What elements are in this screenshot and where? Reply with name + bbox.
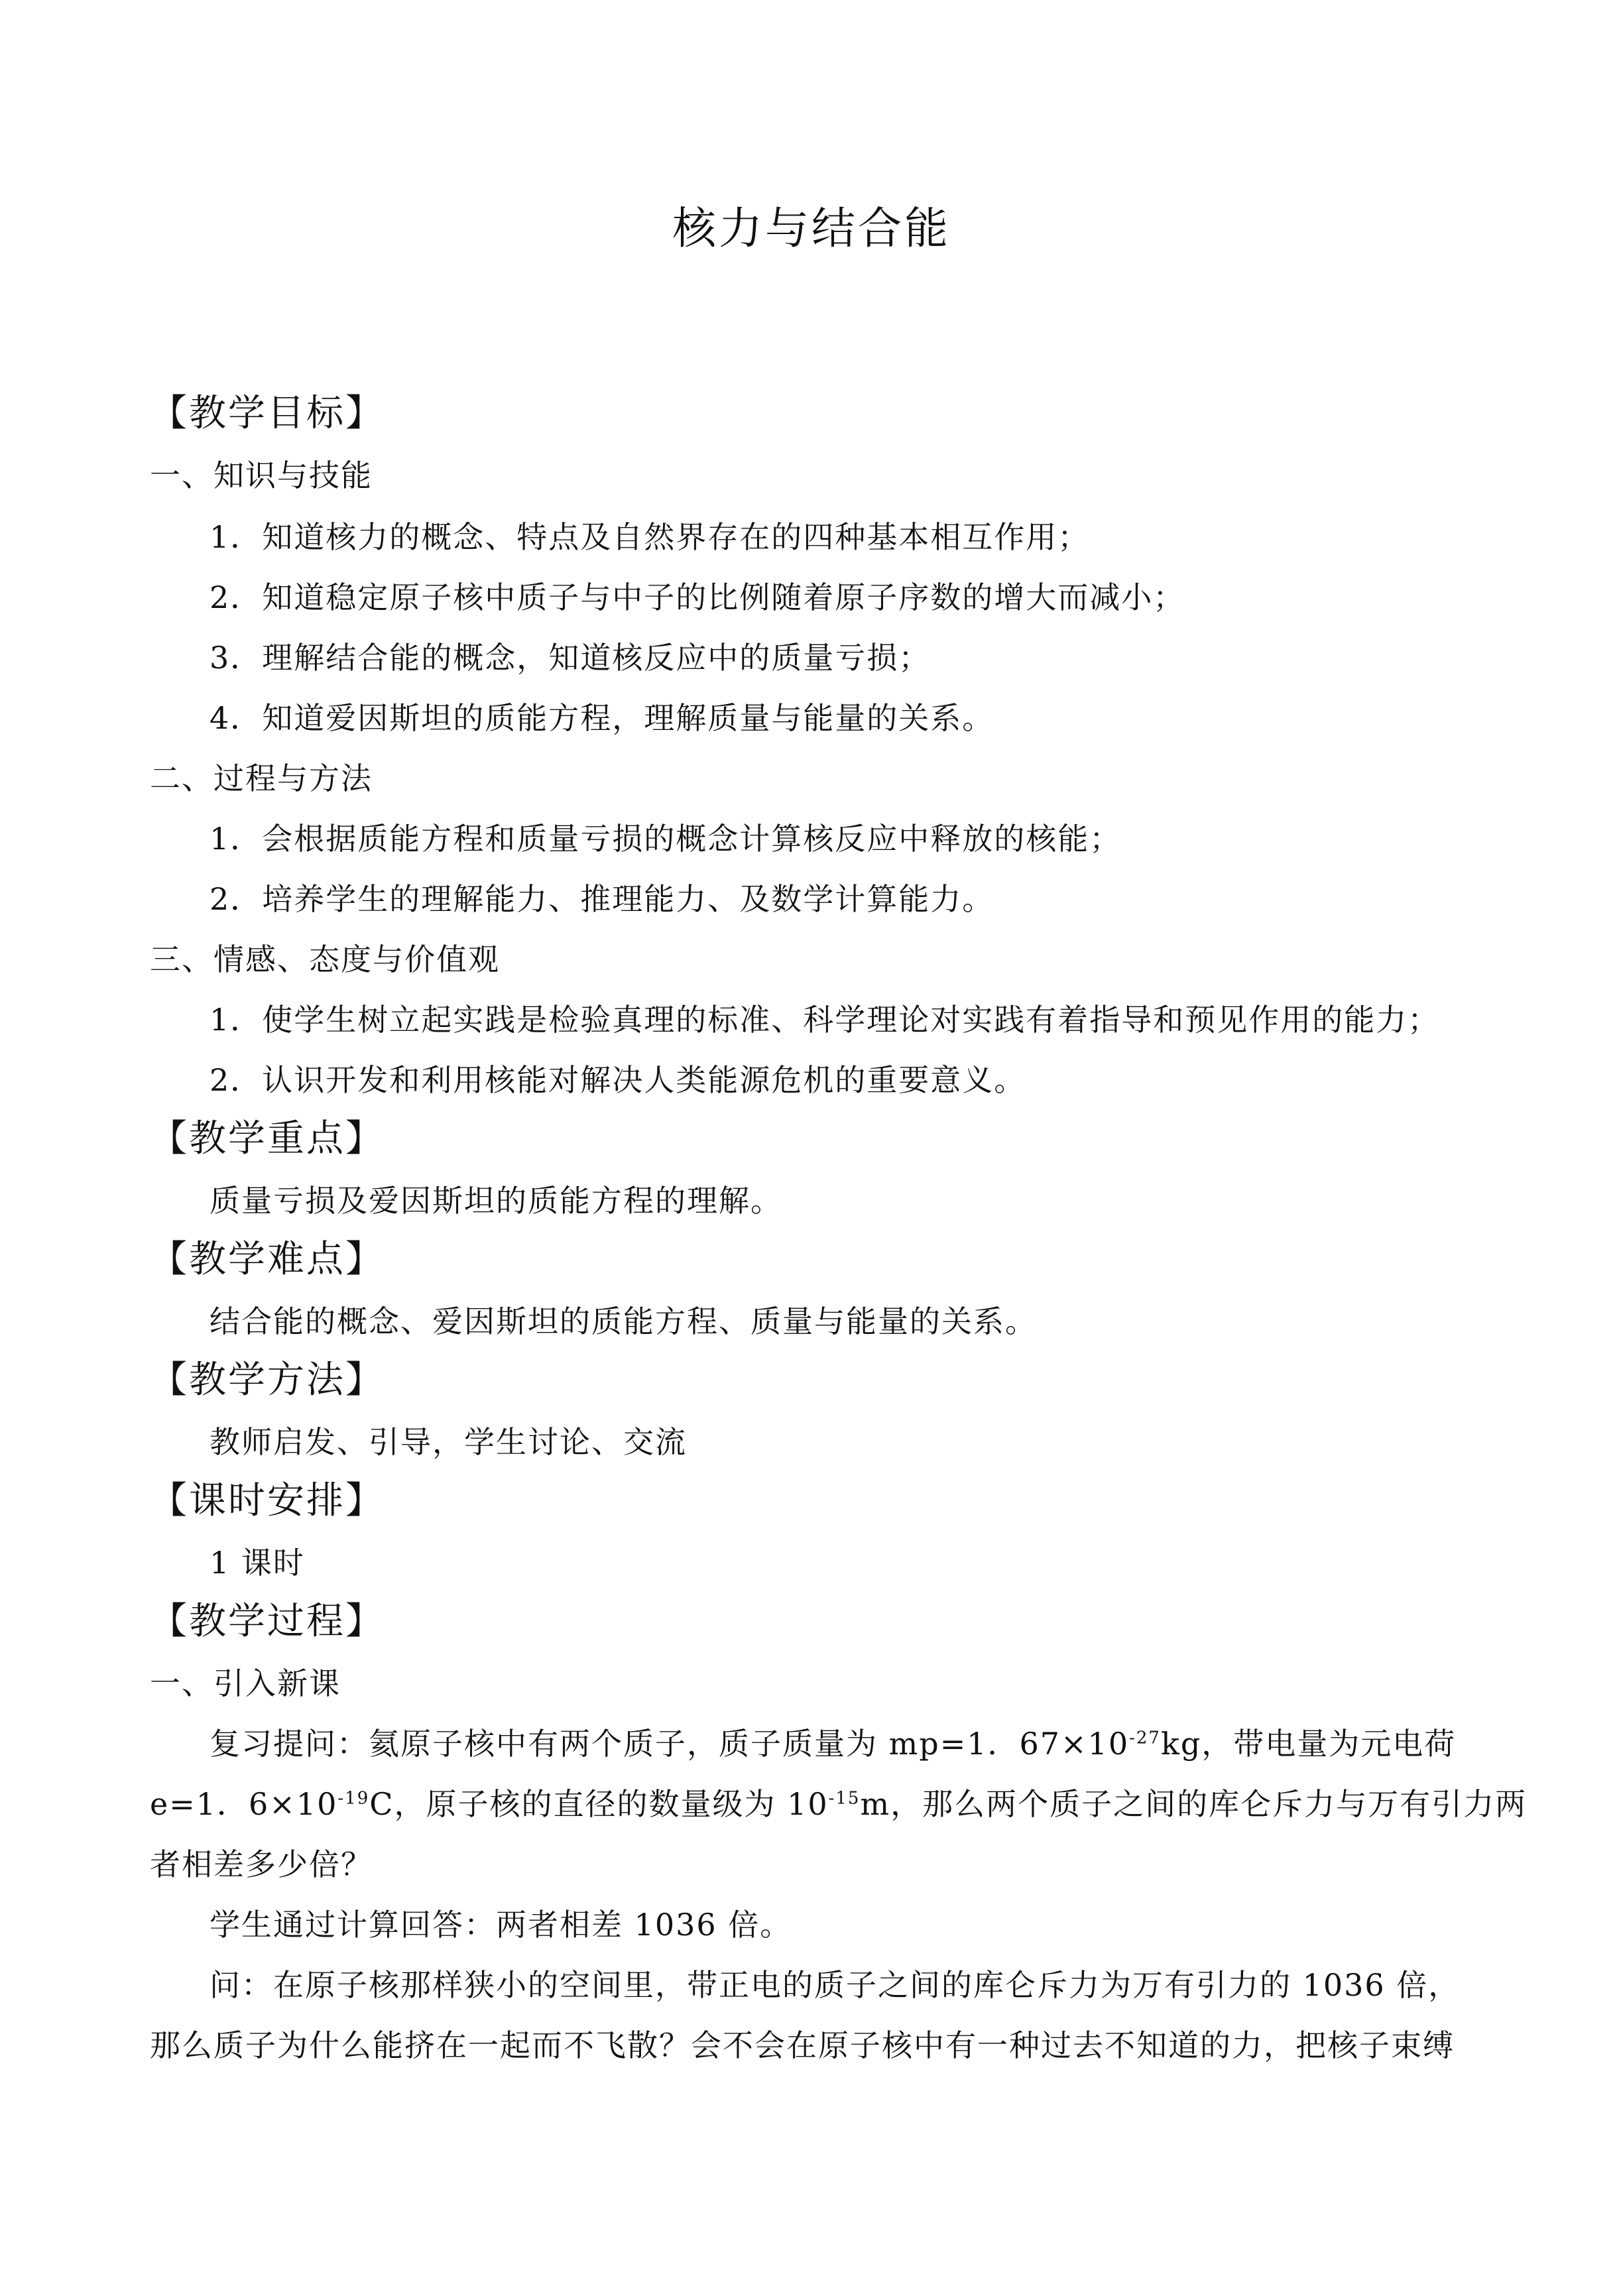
section-heading-schedule: 【课时安排】	[150, 1479, 385, 1522]
paragraph-line: 那么质子为什么能挤在一起而不飞散？会不会在原子核中有一种过去不知道的力，把核子束缚	[150, 2027, 1455, 2063]
section-heading-key-points: 【教学重点】	[150, 1117, 385, 1160]
schedule-text: 1 课时	[210, 1545, 305, 1581]
document-title: 核力与结合能	[672, 203, 951, 254]
exponent: -15	[828, 1788, 861, 1809]
list-item: 1．知道核力的概念、特点及自然界存在的四种基本相互作用；	[210, 519, 1090, 555]
text-run: e=1．6×10	[150, 1786, 338, 1822]
subheading-process: 二、过程与方法	[150, 760, 373, 796]
section-heading-methods: 【教学方法】	[150, 1359, 385, 1402]
text-run: 复习提问：氦原子核中有两个质子，质子质量为 mp=1．67×10	[210, 1726, 1130, 1762]
paragraph-line	[210, 1722, 1542, 1765]
exponent: -19	[337, 1788, 370, 1809]
text-run: m，那么两个质子之间的库仑斥力与万有引力两	[860, 1786, 1528, 1822]
difficulties-text: 结合能的概念、爱因斯坦的质能方程、质量与能量的关系。	[210, 1303, 1037, 1339]
subheading-intro: 一、引入新课	[150, 1665, 341, 1701]
list-item: 3．理解结合能的概念，知道核反应中的质量亏损；	[210, 640, 931, 676]
list-item: 1．使学生树立起实践是检验真理的标准、科学理论对实践有着指导和预见作用的能力；	[210, 1002, 1440, 1038]
list-item: 1．会根据质能方程和质量亏损的概念计算核反应中释放的核能；	[210, 821, 1122, 857]
key-points-text: 质量亏损及爱因斯坦的质能方程的理解。	[210, 1183, 782, 1219]
paragraph-line: 学生通过计算回答：两者相差 1036 倍。	[210, 1907, 792, 1943]
subheading-attitude: 三、情感、态度与价值观	[150, 941, 500, 977]
subheading-knowledge: 一、知识与技能	[150, 457, 373, 493]
text-run: kg，带电量为元电荷	[1160, 1726, 1457, 1762]
list-item: 2．培养学生的理解能力、推理能力、及数学计算能力。	[210, 881, 994, 917]
section-heading-objectives: 【教学目标】	[150, 392, 385, 435]
methods-text: 教师启发、引导，学生讨论、交流	[210, 1424, 687, 1460]
paragraph-line: 问：在原子核那样狭小的空间里，带正电的质子之间的库仑斥力为万有引力的 1036 倍，	[210, 1967, 1461, 2003]
paragraph-line: 者相差多少倍？	[150, 1846, 373, 1882]
section-heading-process: 【教学过程】	[150, 1600, 385, 1643]
text-run: C，原子核的直径的数量级为 10	[369, 1786, 829, 1822]
list-item: 2．知道稳定原子核中质子与中子的比例随着原子序数的增大而减小；	[210, 579, 1185, 615]
list-item: 2．认识开发和利用核能对解决人类能源危机的重要意义。	[210, 1062, 1026, 1098]
section-heading-difficulties: 【教学难点】	[150, 1238, 385, 1281]
paragraph-line	[150, 1783, 1528, 1825]
exponent: -27	[1129, 1728, 1161, 1748]
list-item: 4．知道爱因斯坦的质能方程，理解质量与能量的关系。	[210, 700, 994, 736]
